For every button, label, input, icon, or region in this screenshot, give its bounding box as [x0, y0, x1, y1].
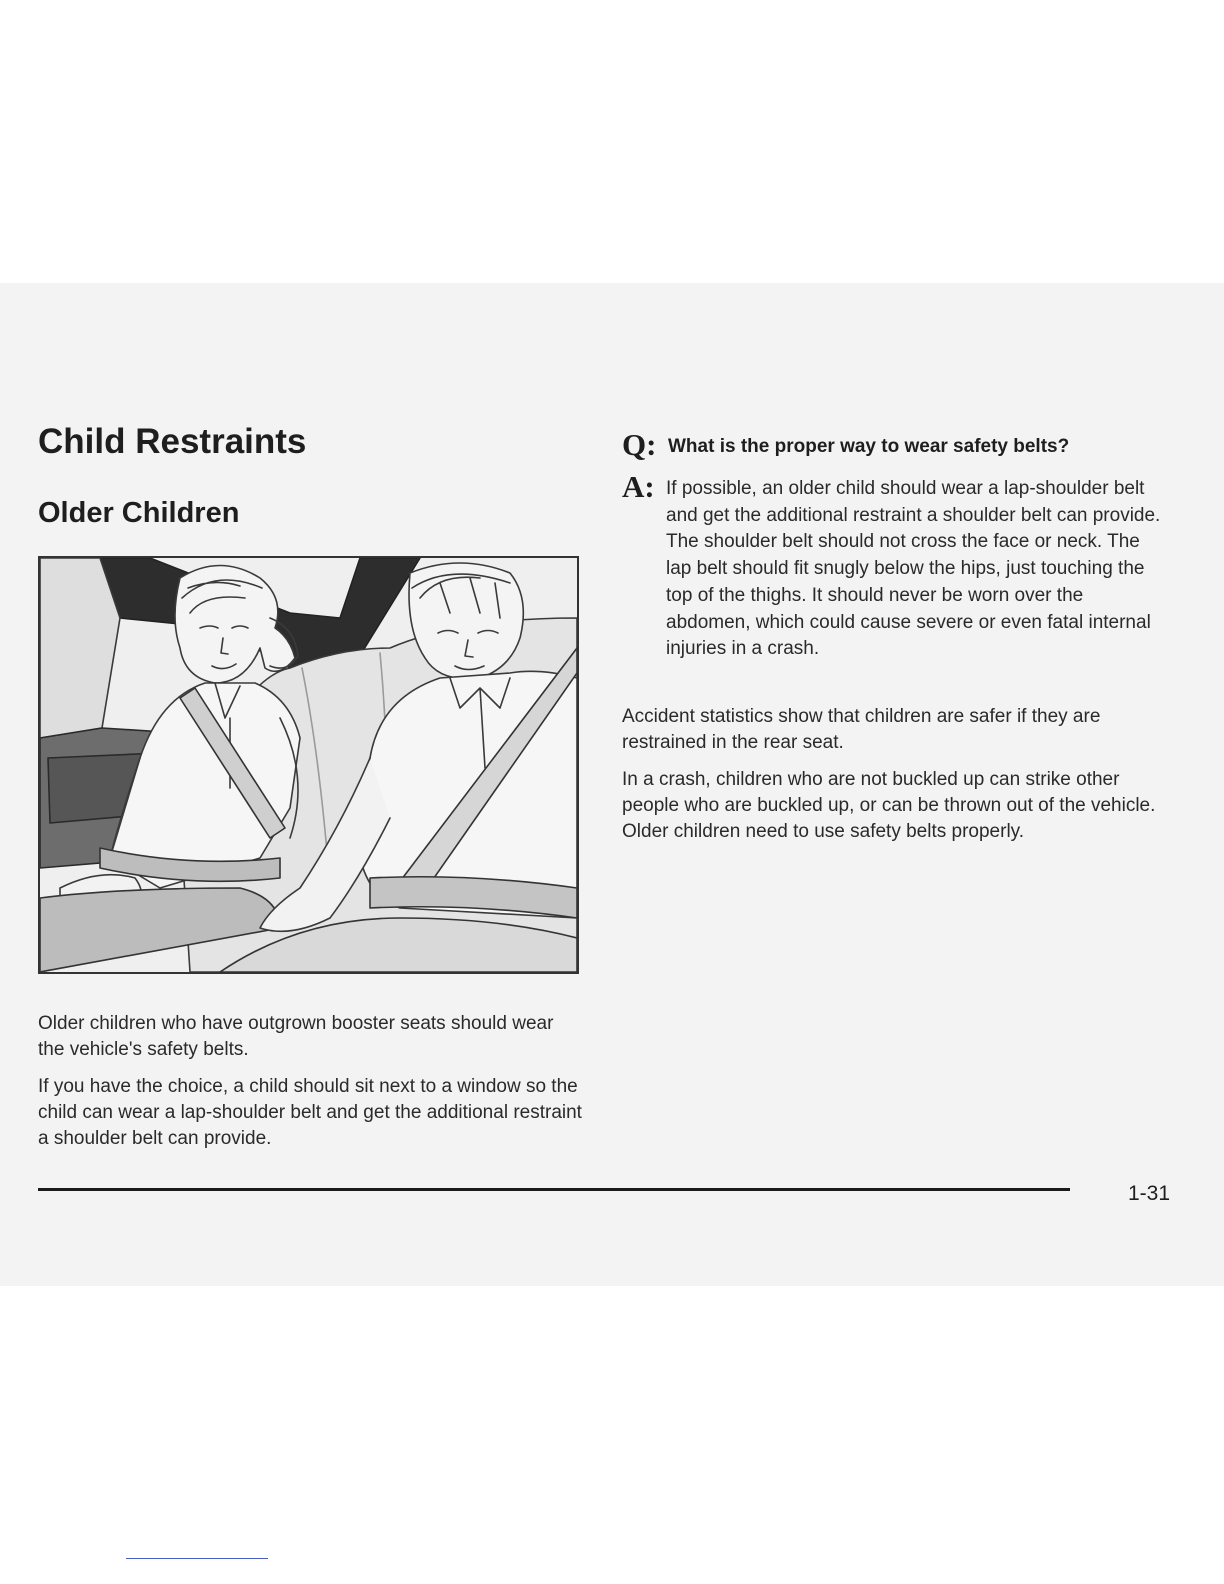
subsection-title: Older Children [38, 497, 240, 529]
right-paragraph-2: In a crash, children who are not buckled up can strike other people who are buckled up, or can be thrown out of the vehicle. Older children need to use safety belts properly. [622, 769, 1156, 842]
left-paragraph-2: If you have the choice, a child should sit next to a window so the child can wear a lap-shoulder belt and get the additional restraint a shoulder belt can provide. [38, 1076, 582, 1149]
section-title: Child Restraints [38, 422, 307, 461]
answer-text: If possible, an older child should wear a lap-shoulder belt and get the additional restraint a shoulder belt can provide. The shoulder belt should not cross the face or neck. The lap belt should fit snugly below the hips, just touching the top of the thighs. It should never be worn over the abdomen, which could cause severe or even fatal internal injuries in a crash. [666, 478, 1161, 660]
question-marker: Q: [622, 427, 657, 462]
right-paragraph-1: Accident statistics show that children are safer if they are restrained in the rear seat. [622, 706, 1101, 753]
answer-marker: A: [622, 469, 655, 504]
page-number: 1-31 [1128, 1182, 1171, 1205]
footer-rule [38, 1188, 1070, 1191]
left-paragraph-1: Older children who have outgrown booster seats should wear the vehicle's safety belts. [38, 1013, 554, 1060]
children-seatbelt-illustration [38, 556, 579, 974]
viewer-link-underline[interactable] [126, 1558, 268, 1559]
question-text: What is the proper way to wear safety belts? [668, 436, 1070, 457]
